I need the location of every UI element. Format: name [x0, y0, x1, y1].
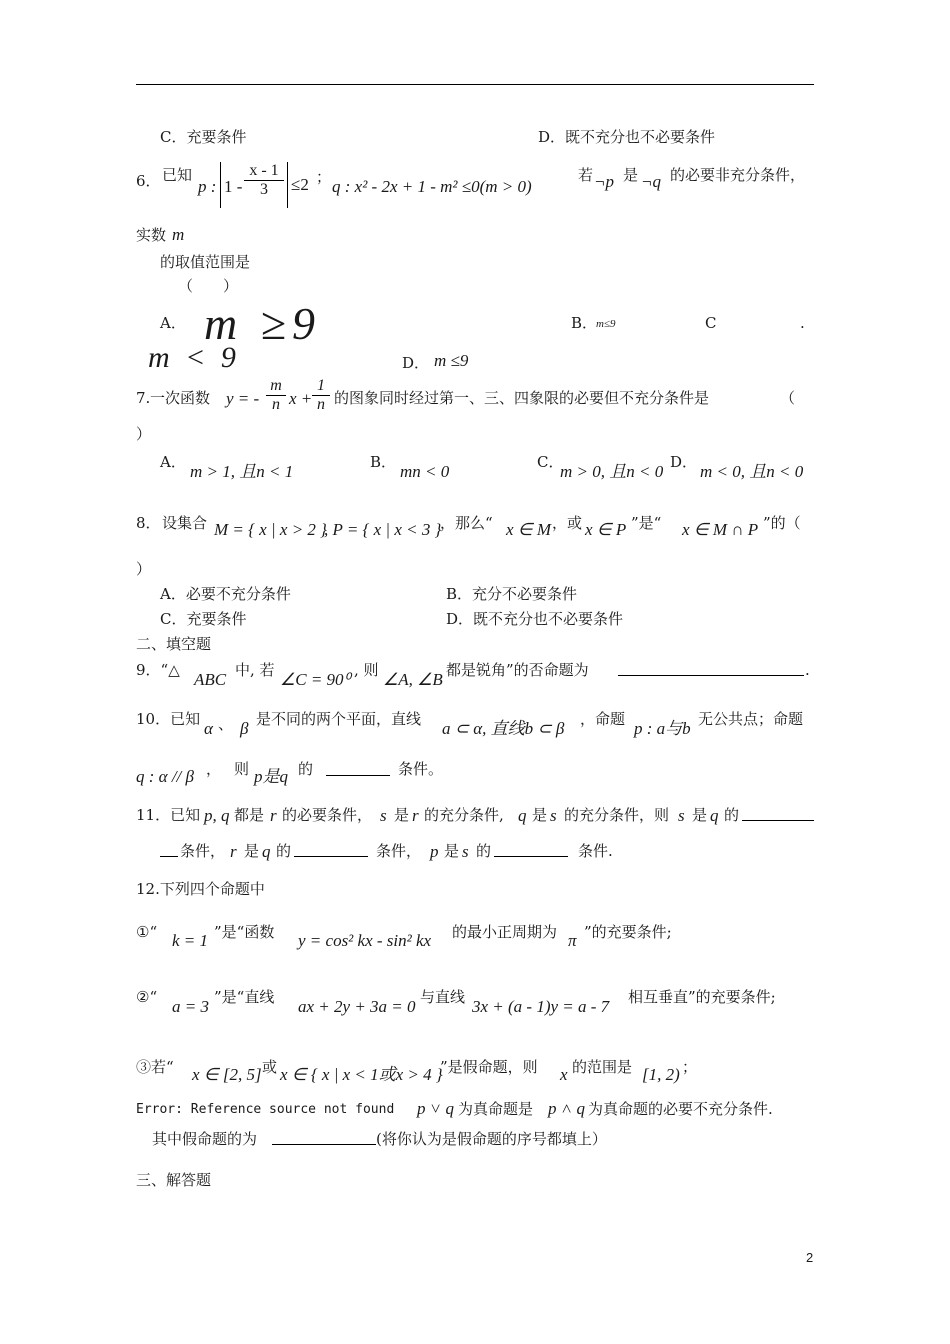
- q10-alpha: α: [204, 719, 213, 738]
- q6-option-c-expr: m < 9: [148, 341, 240, 374]
- q6-option-c-label: C: [705, 314, 717, 332]
- q12-item-2-a: a = 3: [172, 997, 209, 1016]
- q7-fraction-m-n: [266, 377, 286, 414]
- q9-end: .: [805, 661, 810, 679]
- q12-item-3-x: x: [560, 1065, 568, 1084]
- q11-text-6: 的充分条件，则: [564, 806, 670, 824]
- q12-item-4-text-b: 为真命题的必要不充分条件.: [588, 1100, 773, 1118]
- header-rule: [136, 84, 814, 85]
- q6-p-fraction-den: 3: [260, 181, 268, 198]
- q11-s-4: s: [462, 842, 469, 861]
- q7-paren-close: ）: [136, 425, 152, 443]
- q7-lead: 一次函数: [150, 389, 211, 407]
- q12-item-4-text-a: 为真命题是: [458, 1100, 534, 1118]
- q10-number: 10．已知: [136, 710, 201, 728]
- q9-ze: , 则: [354, 661, 379, 679]
- q12-answer-blank[interactable]: [272, 1130, 376, 1145]
- q6-number: 6．: [136, 172, 161, 190]
- q6-option-d-label: D．: [402, 354, 430, 372]
- q6-tail: 的必要非充分条件，: [670, 166, 806, 184]
- q12-item-3-or: 或: [262, 1058, 278, 1076]
- q6-line2-m: m: [172, 225, 185, 244]
- q11-text-4: 的充分条件,: [424, 806, 504, 824]
- q12-item-2-line-2: 3x + (a - 1)y = a - 7: [472, 997, 610, 1016]
- q12-item-2-text-b: 与直线: [420, 988, 466, 1006]
- q6-separator: ；: [316, 168, 332, 186]
- q7-option-b-label: B．: [370, 453, 397, 471]
- q11-text-1: 都是: [234, 806, 265, 824]
- q12-item-1-text-b: 的最小正周期为: [452, 923, 558, 941]
- q12-answer-prompt: 其中假命题的为: [152, 1130, 258, 1148]
- q8-option-b: B．充分不必要条件: [446, 585, 578, 603]
- q6-option-b-expr: m≤9: [596, 318, 616, 330]
- q6-p-label: p :: [198, 177, 217, 196]
- q7-paren-open: （: [780, 389, 796, 407]
- q12-item-3-text-c: ；: [682, 1058, 698, 1076]
- section-3-heading: 三、解答题: [136, 1171, 212, 1189]
- q7-fraction-m-n-den: n: [272, 396, 280, 413]
- q10-p-tail: 无公共点；命题: [698, 710, 804, 728]
- q7-option-c-expr: m > 0, 且n < 0: [560, 462, 664, 481]
- q10-condition: a ⊂ α, 直线b ⊂ β: [442, 719, 565, 738]
- q12-item-2-text-a: ”是“直线: [214, 988, 275, 1006]
- q6-is: 是: [623, 166, 639, 184]
- q7-fraction-1-n: [312, 377, 330, 414]
- q7-option-a-label: A．: [160, 453, 186, 471]
- q11-text-8: 的: [724, 806, 740, 824]
- q8-is: ”是“: [631, 514, 662, 532]
- q11-text-b4: 条件，: [376, 842, 422, 860]
- q12-answer-hint: (将你认为是假命题的序号都填上）: [376, 1130, 607, 1148]
- q6-option-c-dot: .: [800, 314, 805, 332]
- q12-item-3-text-b: 的范围是: [572, 1058, 633, 1076]
- q6-option-a-label: A．: [160, 314, 186, 332]
- q9-tail: 都是锐角”的否命题为: [446, 661, 589, 679]
- q11-text-5: 是: [532, 806, 548, 824]
- q5-option-d: D．既不充分也不必要条件: [538, 128, 716, 146]
- q7-y-eq: y = -: [226, 389, 260, 408]
- q11-q-3: q: [262, 842, 271, 861]
- q10-p-is-q: p是q: [254, 767, 288, 786]
- q6-not-p: ¬p: [594, 172, 614, 191]
- q6-p-post: ≤2: [291, 175, 309, 194]
- q12-item-3-mark: ③若“: [136, 1058, 174, 1076]
- q8-set-p: , P = { x | x < 3 }: [324, 520, 442, 539]
- q9-number: 9．“△: [136, 661, 180, 679]
- q6-option-b-label: B．: [571, 314, 598, 332]
- q10-mid: 是不同的两个平面，直线: [256, 710, 422, 728]
- q11-text-b5: 是: [444, 842, 460, 860]
- q11-answer-blank-1b[interactable]: [160, 842, 178, 857]
- q8-then: ，那么“: [440, 514, 493, 532]
- q7-option-b-expr: mn < 0: [400, 462, 450, 481]
- q9-zhong: 中, 若: [235, 661, 275, 679]
- q7-x-plus: x +: [289, 389, 313, 408]
- q8-x-in-mp: x ∈ M ∩ P: [682, 520, 759, 539]
- q11-pq: p, q: [204, 806, 230, 825]
- q8-set-m: M = { x | x > 2 }: [214, 520, 327, 539]
- q7-fraction-1-n-den: n: [317, 396, 325, 413]
- q11-s-3: s: [678, 806, 685, 825]
- q12-item-2-mark: ②“: [136, 988, 158, 1006]
- q11-r-1: r: [270, 806, 277, 825]
- q8-option-d: D．既不充分也不必要条件: [446, 610, 624, 628]
- q7-number: 7.: [136, 389, 151, 407]
- q11-s-2: s: [550, 806, 557, 825]
- q6-not-q: ¬q: [641, 172, 661, 191]
- q11-text-b2: 是: [244, 842, 260, 860]
- q7-option-c-label: C．: [537, 453, 564, 471]
- q9-answer-blank[interactable]: [618, 661, 804, 676]
- q7-option-d-expr: m < 0, 且n < 0: [700, 462, 804, 481]
- q7-fraction-1-n-num: 1: [312, 377, 330, 396]
- q8-lead: 设集合: [162, 514, 208, 532]
- q10-ze: 则: [234, 760, 250, 778]
- q6-option-d-expr: m ≤9: [434, 351, 469, 370]
- q8-option-a: A．必要不充分条件: [160, 585, 291, 603]
- q10-q-expr: q : α // β: [136, 767, 194, 786]
- q7-option-a-expr: m > 1, 且n < 1: [190, 462, 294, 481]
- q10-answer-blank[interactable]: [326, 761, 390, 776]
- q6-if: 若: [578, 166, 594, 184]
- q11-s-1: s: [380, 806, 387, 825]
- q11-text-7: 是: [692, 806, 708, 824]
- q10-dun: 、: [218, 715, 234, 733]
- q11-text-b3: 的: [276, 842, 292, 860]
- q8-paren-close: ）: [136, 560, 152, 578]
- q6-abs-bar-right: [287, 162, 288, 208]
- q11-p-1: p: [430, 842, 439, 861]
- q11-q-1: q: [518, 806, 527, 825]
- q10-p-expr: p : a与b: [634, 719, 691, 738]
- q11-r-3: r: [230, 842, 237, 861]
- q5-option-c: C．充要条件: [160, 128, 247, 146]
- q12-item-3-x2: x ∈ { x | x < 1或x > 4 }: [280, 1065, 443, 1084]
- q11-text-b7: 条件.: [578, 842, 613, 860]
- q12-item-1-function: y = cos² kx - sin² kx: [298, 931, 432, 950]
- q12-item-3-text-a: ”是假命题，则: [440, 1058, 538, 1076]
- q12-title: 12.下列四个命题中: [136, 880, 265, 898]
- q11-text-b1: 条件，: [180, 842, 226, 860]
- q12-item-3-x1: x ∈ [2, 5]: [192, 1065, 262, 1084]
- q7-fraction-m-n-num: m: [266, 377, 286, 396]
- q12-item-2-text-c: 相互垂直”的充要条件;: [628, 988, 776, 1006]
- q7-option-d-label: D．: [670, 453, 698, 471]
- q11-answer-blank-3[interactable]: [494, 842, 568, 857]
- q6-q-expr: q : x² - 2x + 1 - m² ≤0(m > 0): [332, 177, 532, 196]
- q7-tail: 的图象同时经过第一、三、四象限的必要但不充分条件是: [334, 389, 710, 407]
- q6-line3: 的取值范围是: [160, 253, 251, 271]
- q6-p-pre: 1 -: [224, 177, 243, 196]
- q11-text-b6: 的: [476, 842, 492, 860]
- q6-lead: 已知: [162, 166, 193, 184]
- q12-item-3-range: [1, 2): [642, 1065, 680, 1084]
- q8-of: ”的（: [763, 514, 801, 532]
- q12-item-2-line-1: ax + 2y + 3a = 0: [298, 997, 416, 1016]
- q12-item-1-text-a: ”是“函数: [214, 923, 275, 941]
- section-2-heading: 二、填空题: [136, 635, 212, 653]
- q12-item-4-p-or-q: p ˅ q: [417, 1099, 454, 1118]
- q6-p-fraction: [244, 162, 284, 199]
- q10-mingti: ，命题: [580, 710, 626, 728]
- q10-beta: β: [240, 719, 249, 738]
- q9-angles: ∠A, ∠B: [383, 670, 443, 689]
- q12-item-1-k: k = 1: [172, 931, 209, 950]
- q12-item-4-error: Error: Reference source not found: [136, 1102, 395, 1117]
- q12-item-1-text-c: ”的充要条件;: [584, 923, 672, 941]
- q6-line2: 实数: [136, 226, 167, 244]
- q10-comma: ，: [206, 760, 222, 778]
- q12-item-4-p-and-q: p ˄ q: [548, 1099, 585, 1118]
- q8-option-c: C．充要条件: [160, 610, 247, 628]
- q10-de: 的: [298, 760, 314, 778]
- q12-item-1-mark: ①“: [136, 923, 158, 941]
- q11-number: 11．已知: [136, 806, 201, 824]
- q9-abc: ABC: [194, 670, 227, 689]
- q6-p-fraction-num: x - 1: [244, 162, 284, 181]
- q8-or: ，或: [552, 514, 583, 532]
- q11-text-2: 的必要条件，: [282, 806, 373, 824]
- q10-tail: 条件。: [398, 760, 444, 778]
- q12-item-1-pi: π: [568, 931, 577, 950]
- q11-answer-blank-1a[interactable]: [742, 806, 814, 821]
- q8-x-in-m: x ∈ M: [506, 520, 552, 539]
- q9-angle-c: ∠C = 90⁰: [280, 670, 351, 689]
- q6-abs-bar-left: [220, 162, 221, 208]
- q8-x-in-p: x ∈ P: [585, 520, 627, 539]
- q6-paren: （ ）: [178, 277, 239, 295]
- q8-number: 8．: [136, 514, 161, 532]
- page-number: 2: [806, 1250, 814, 1265]
- q11-r-2: r: [412, 806, 419, 825]
- q11-q-2: q: [710, 806, 719, 825]
- q6-option-a-expr: m ≥9: [204, 298, 321, 349]
- q11-text-3: 是: [394, 806, 410, 824]
- q11-answer-blank-2[interactable]: [294, 842, 368, 857]
